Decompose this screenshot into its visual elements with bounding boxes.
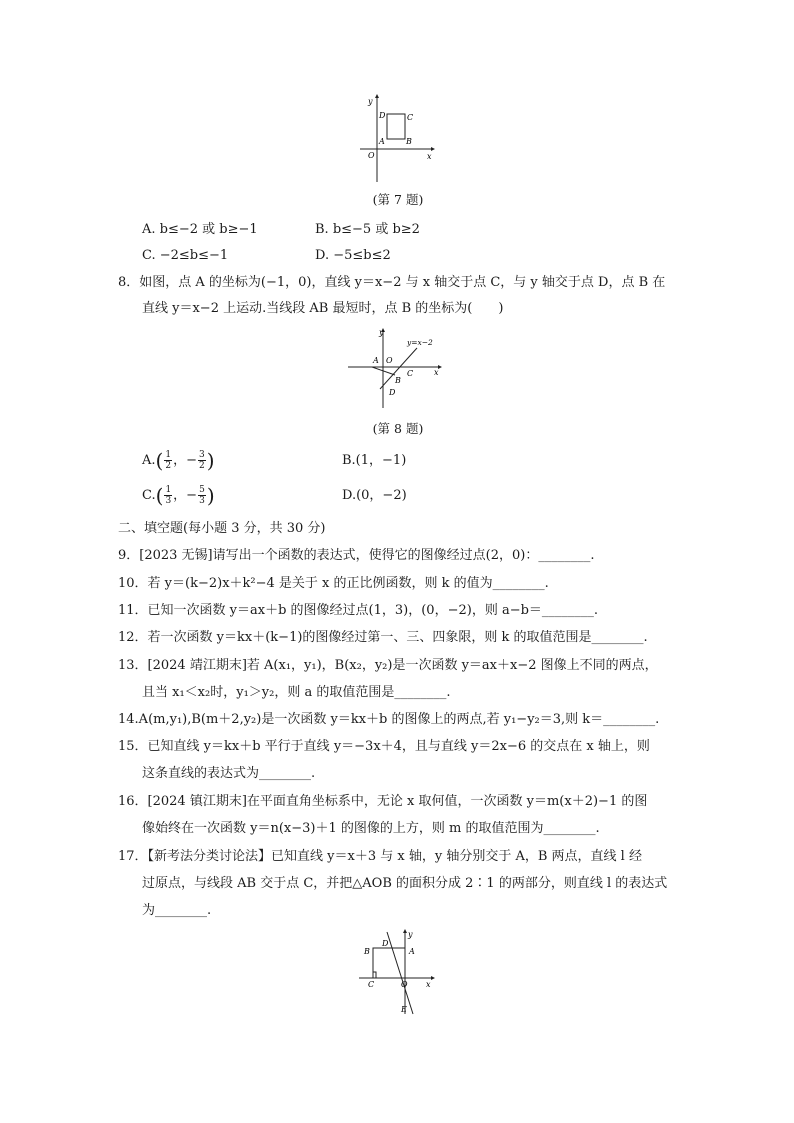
- q8-option-a-prefix: A.: [142, 453, 156, 468]
- q16-line1: 16．[2024 镇江期末]在平面直角坐标系中，无论 x 取何值，一次函数 y＝m(x＋2)−1 的图: [118, 794, 648, 809]
- fig8-y-label: y: [379, 328, 384, 337]
- fig17-y-label: y: [408, 930, 413, 939]
- q11: 11．已知一次函数 y＝ax＋b 的图像经过点(1，3)，(0，−2)，则 a−b＝________.: [118, 603, 599, 618]
- q8-option-c: C.( $\frac{1}{3}$ ，− $\frac{5}{3}$ ): [142, 483, 215, 508]
- q8-option-c-frac1: [164, 485, 172, 506]
- fig17-O-label: O: [401, 980, 408, 989]
- q15-line1: 15．已知直线 y＝kx＋b 平行于直线 y＝−3x＋4，且与直线 y＝2x−6 的交点在 x 轴上，则: [118, 739, 650, 754]
- q8-c-n2: 5: [199, 485, 205, 495]
- figure-17: [355, 926, 440, 1018]
- fig8-O-label: O: [386, 356, 393, 365]
- q7-option-a: A. b≤−2 或 b≥−1: [142, 222, 258, 237]
- q8-option-d: D.(0，−2): [342, 488, 407, 503]
- fig8-line-label: y=x−2: [407, 338, 433, 347]
- q8-c-d2: 3: [199, 496, 205, 506]
- fig7-C-label: C: [407, 113, 414, 122]
- q8-option-a: A.( $\frac{1}{2}$ ，− $\frac{3}{2}$ ): [142, 448, 215, 473]
- q17-line3: 为________.: [142, 903, 212, 918]
- fig7-y-label: y: [368, 97, 373, 106]
- fig8-caption: (第 8 题): [372, 421, 424, 436]
- q8-a-d1: 2: [165, 461, 172, 471]
- fig8-D-label: D: [389, 388, 396, 397]
- fig17-x-label: x: [426, 980, 431, 989]
- fig7-B-label: B: [406, 137, 412, 146]
- fig17-A-label: A: [409, 947, 415, 956]
- q8-a-n2: 3: [198, 450, 205, 460]
- q8-c-sep: ，−: [173, 488, 198, 503]
- fig17-C-label: C: [368, 980, 375, 989]
- fig7-x-label: x: [427, 152, 432, 161]
- fig8-x-label: x: [434, 368, 439, 377]
- fig7-O-label: O: [368, 151, 375, 160]
- q9: 9．[2023 无锡]请写出一个函数的表达式，使得它的图像经过点(2，0)：________.: [118, 548, 595, 563]
- q13-line1: 13．[2024 靖江期末]若 A(x₁，y₁)，B(x₂，y₂)是一次函数 y＝ax＋x−2 图像上不同的两点，: [118, 658, 658, 673]
- q8-a-d2: 2: [198, 461, 205, 471]
- q8-option-b: B.(1，−1): [342, 453, 407, 468]
- fig7-A-label: A: [379, 137, 385, 146]
- q8-c-n1: 1: [165, 485, 172, 495]
- figure-7: [355, 92, 440, 184]
- section-2-heading: 二、填空题(每小题 3 分，共 30 分): [118, 521, 326, 536]
- fig17-E-label: E: [401, 1005, 407, 1014]
- fig17-B-label: B: [364, 947, 370, 956]
- fig17-D-label: D: [382, 939, 389, 948]
- q8-c-d1: 3: [165, 496, 172, 506]
- q8-option-a-frac2: [198, 450, 206, 471]
- fig8-A-label: A: [373, 356, 379, 365]
- q8-stem-line2: 直线 y＝x−2 上运动.当线段 AB 最短时，点 B 的坐标为( ): [142, 301, 504, 316]
- q16-line2: 像始终在一次函数 y＝n(x−3)＋1 的图像的上方，则 m 的取值范围为________.: [142, 821, 600, 836]
- q12: 12．若一次函数 y＝kx＋(k−1)的图像经过第一、三、四象限，则 k 的取值范围是________.: [118, 630, 648, 645]
- q17-line2: 过原点，与线段 AB 交于点 C，并把△AOB 的面积分成 2∶1 的两部分，则直线 l 的表达式: [142, 876, 668, 891]
- fig7-D-label: D: [379, 111, 386, 120]
- q15-line2: 这条直线的表达式为________.: [142, 766, 316, 781]
- q8-option-c-prefix: C.: [142, 488, 156, 503]
- q10: 10．若 y＝(k−2)x＋k²−4 是关于 x 的正比例函数，则 k 的值为________.: [118, 576, 549, 591]
- q7-option-c: C. −2≤b≤−1: [142, 248, 229, 263]
- q8-option-a-frac1: [164, 450, 172, 471]
- q13-line2: 且当 x₁＜x₂时，y₁＞y₂，则 a 的取值范围是________.: [142, 685, 451, 700]
- figure-8: [345, 326, 445, 412]
- fig8-C-label: C: [407, 369, 414, 378]
- q14: 14.A(m,y₁),B(m＋2,y₂)是一次函数 y＝kx＋b 的图像上的两点,若 y₁−y₂＝3,则 k＝________.: [118, 712, 660, 727]
- q7-option-b: B. b≤−5 或 b≥2: [315, 222, 420, 237]
- q8-stem-line1: 8．如图，点 A 的坐标为(−1，0)，直线 y＝x−2 与 x 轴交于点 C，与 y 轴交于点 D，点 B 在: [118, 275, 666, 290]
- q7-option-d: D. −5≤b≤2: [315, 248, 391, 263]
- q17-line1: 17．【新考法分类讨论法】已知直线 y＝x＋3 与 x 轴，y 轴分别交于 A，B 两点，直线 l 经: [118, 849, 642, 864]
- q8-option-c-frac2: [198, 485, 206, 506]
- fig8-B-label: B: [395, 376, 401, 385]
- q8-a-sep: ，−: [173, 453, 197, 468]
- q8-a-n1: 1: [165, 450, 172, 460]
- fig7-caption: (第 7 题): [372, 192, 424, 207]
